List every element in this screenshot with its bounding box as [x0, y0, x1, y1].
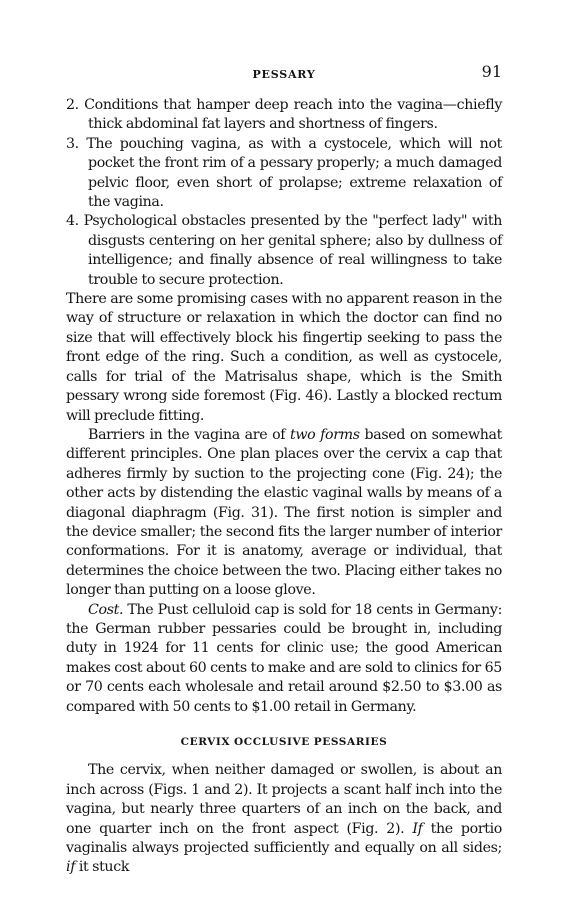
barriers-emphasis: two forms: [289, 426, 360, 443]
section-heading: CERVIX OCCLUSIVE PESSARIES: [180, 736, 388, 748]
cervix-end: it stuck: [75, 859, 130, 876]
page-number: 91: [481, 62, 502, 81]
cervix-if-2: if: [66, 859, 76, 876]
paragraph-cervix: [66, 761, 502, 877]
paragraph-promising-cases: There are some promising cases with no apparent reason in the way of structure or relaxation in which the doctor can find no size that will effectively block his fingertip seeking to pass the front edge of the ring. Such a condition, as well as cystocele, calls for trial of the Matrisalus shape, which is the Smith pessary wrong side foremost (Fig. 46). Lastly a blocked rectum will preclude fitting.: [66, 291, 502, 424]
running-title: PESSARY: [252, 68, 316, 81]
cervix-mid: the portio vaginalis always projected sufficiently and equally on all sides;: [66, 820, 503, 857]
cervix-if-1: If: [412, 820, 423, 837]
paragraph-cost: [66, 601, 502, 717]
barriers-lead: Barriers in the vagina are of: [88, 426, 290, 443]
list-item-2: 2. Conditions that hamper deep reach into the vagina—chiefly thick abdominal fat layers and shortness of fingers.: [66, 97, 502, 133]
paragraph-barriers: [66, 426, 502, 601]
list-item-3: 3. The pouching vagina, as with a cystocele, which will not pocket the front rim of a pessary properly; a much damaged pelvic floor, even short of prolapse; extreme relaxation of the vagina.: [66, 135, 502, 211]
running-head: [66, 60, 502, 86]
cervix-lead: The cervix, when neither damaged or swollen, is about an inch across (Figs. 1 and 2). It projects a scant half inch into the vagina, but nearly three quarters of an inch on the back, and one quarter inch on the front aspect (Fig. 2).: [66, 762, 502, 837]
cost-rest: The Pust celluloid cap is sold for 18 cents in Germany: the German rubber pessaries could be brought in, including duty in 1924 for 11 cents for clinic use; the good American makes cost about 60 cents to make and are sold to clinics for 65 or 70 cents each wholesale and retail around $2.50 to $3.00 as compared with 50 cents to $1.00 retail in Germany.: [66, 601, 502, 715]
barriers-rest: based on somewhat different principles. One plan places over the cervix a cap that adheres firmly by suction to the projecting cone (Fig. 24); the other acts by distending the elastic vaginal walls by means of a diagonal diaphragm (Fig. 31). The first notion is simpler and the device smaller; the second fits the larger number of interior conformations. For it is anatomy, average or individual, that determines the choice between the two. Placing either takes no longer than putting on a loose glove.: [66, 426, 502, 599]
cost-label: Cost.: [88, 601, 124, 618]
list-item-4: 4. Psychological obstacles presented by the "perfect lady" with disgusts centering on her genital sphere; also by dullness of intelligence; and finally absence of real willingness to take trouble to secure protection.: [66, 213, 502, 288]
body-text: [66, 96, 502, 878]
